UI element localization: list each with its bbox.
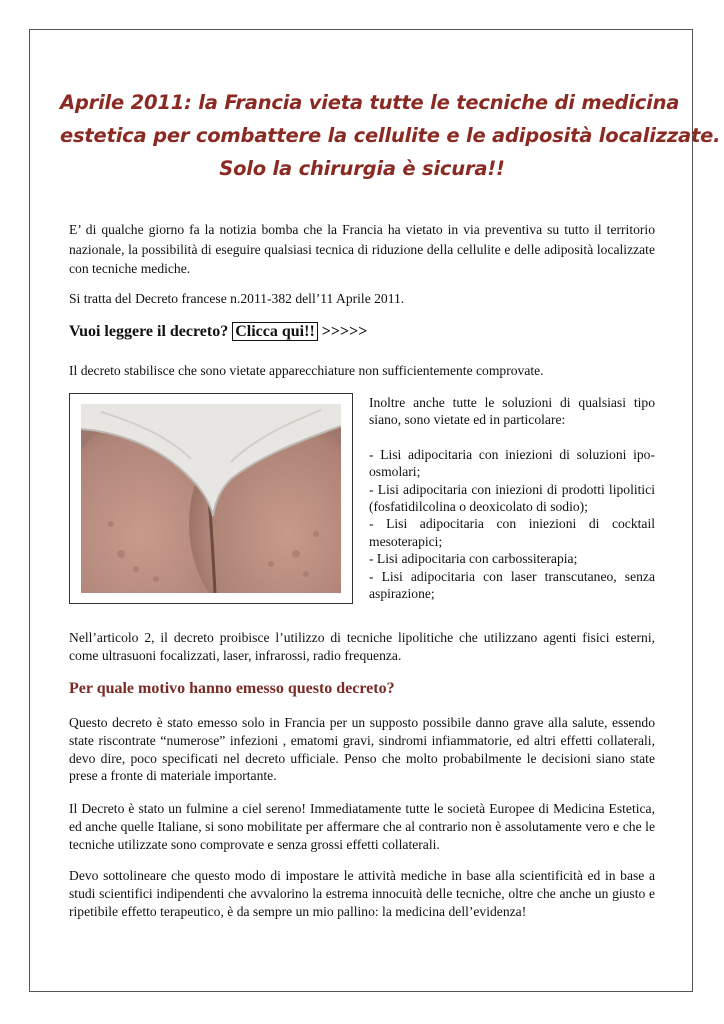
article-title: [60, 86, 721, 185]
body-paragraph-2: Il Decreto è stato un fulmine a ciel sereno! Immediatamente tutte le società Europee di Medicina Estetica, ed anche quelle Italiane, si sono mobilitate per affermare che al contrario non è assolutamente vero e che le tecniche utilizzate sono comprovate e senza grossi effetti collaterali.: [69, 801, 655, 852]
list-item: - Lisi adipocitaria con carbossiterapia;: [369, 551, 578, 567]
article-2-paragraph: Nell’articolo 2, il decreto proibisce l’utilizzo di tecniche lipolitiche che utilizzano agenti fisici esterni, come ultrasuoni focalizzati, laser, infrarossi, radio frequenza.: [69, 630, 655, 663]
intro-paragraph: E’ di qualche giorno fa la notizia bomba che la Francia ha vietato in via preventiva su tutto il territorio nazionale, la possibilità di eseguire qualsiasi tecnica di riduzione della cellulite e delle adiposità localizzate con tecniche mediche.: [69, 222, 655, 276]
list-item: - Lisi adipocitaria con iniezioni di cocktail mesoterapici;: [369, 516, 655, 549]
body-paragraph-1: Questo decreto è stato emesso solo in Francia per un supposto possibile danno grave alla salute, essendo state riscontrate “numerose” infezioni , ematomi gravi, sindromi infiammatorie, ed altri effetti collaterali, devo dire, poco specificati nel decreto ufficiale. Penso che molto probabilmente le decisioni siano state prese a fronte di materiale importante.: [69, 715, 655, 784]
read-decree-link[interactable]: Clicca qui!!: [232, 322, 318, 341]
title-line-2: estetica per combattere la cellulite e le adiposità localizzate.: [60, 124, 721, 147]
list-item: - Lisi adipocitaria con laser transcutaneo, senza aspirazione;: [369, 568, 655, 602]
right-column: [369, 394, 655, 602]
decree-link-prefix: Vuoi leggere il decreto?: [69, 323, 229, 340]
decree-reference: Si tratta del Decreto francese n.2011-382 dell’11 Aprile 2011.: [69, 291, 405, 306]
photo-frame: [69, 393, 353, 604]
list-item: - Lisi adipocitaria con iniezioni di prodotti lipolitici (fosfatidilcolina o deoxicolato di sodio);: [369, 481, 655, 515]
title-line-1: Aprile 2011: la Francia vieta tutte le tecniche di medicina: [60, 91, 680, 114]
banned-techniques-list: [369, 446, 655, 603]
decree-link-arrows: >>>>>: [321, 323, 368, 340]
list-item: - Lisi adipocitaria con iniezioni di soluzioni ipo-osmolari;: [369, 446, 655, 480]
decree-link-heading: [69, 323, 367, 341]
decree-statement: Il decreto stabilisce che sono vietate apparecchiature non sufficientemente comprovate.: [69, 363, 544, 378]
body-paragraph-3: Devo sottolineare che questo modo di impostare le attività mediche in base alla scientificità ed in base a studi scientifici indipendenti che avvalorino la estrema innocuità delle tecniche, oltre che anche un giusto e ripetibile effetto terapeutico, è da sempre un mio pallino: la medicina dell’evidenza!: [69, 868, 655, 919]
solutions-intro: Inoltre anche tutte le soluzioni di qualsiasi tipo siano, sono vietate ed in particolare:: [369, 395, 655, 428]
cellulite-photo: [81, 404, 341, 593]
section-heading: Per quale motivo hanno emesso questo decreto?: [69, 680, 395, 697]
title-line-3: Solo la chirurgia è sicura!!: [219, 157, 505, 180]
